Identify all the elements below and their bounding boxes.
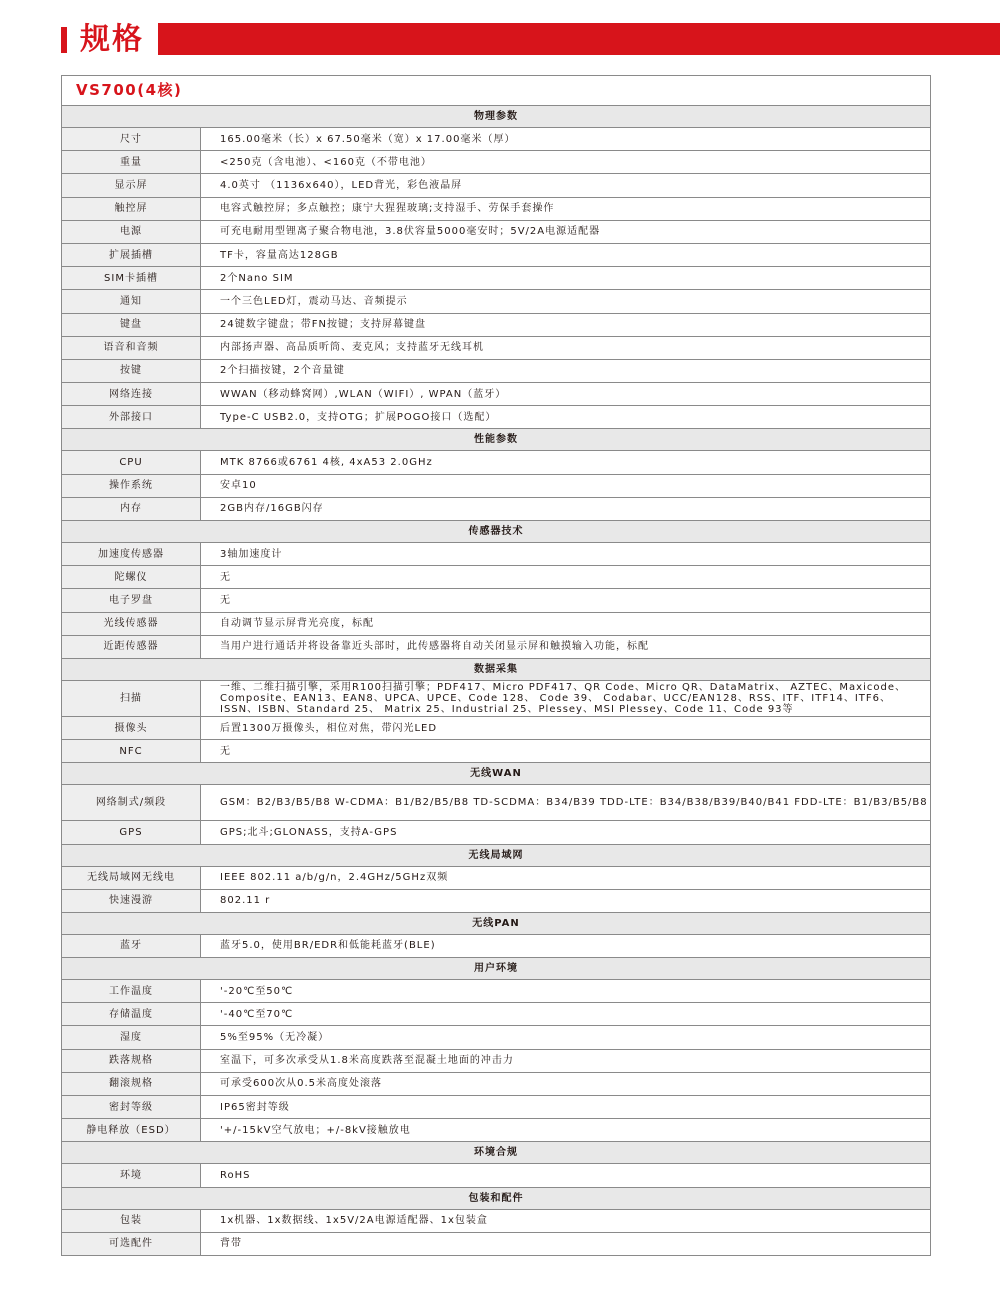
section-title: 无线WAN <box>62 763 931 785</box>
section-header-row <box>62 912 931 934</box>
spec-value: 蓝牙5.0，使用BR/EDR和低能耗蓝牙(BLE) <box>201 934 931 957</box>
spec-value: 当用户进行通话并将设备靠近头部时，此传感器将自动关闭显示屏和触摸输入功能，标配 <box>201 635 931 658</box>
spec-value: <250克（含电池）、<160克（不带电池） <box>201 151 931 174</box>
spec-label: 语音和音频 <box>62 336 201 359</box>
spec-label: SIM卡插槽 <box>62 267 201 290</box>
table-row <box>62 174 931 197</box>
section-title: 用户环境 <box>62 958 931 980</box>
table-row <box>62 383 931 406</box>
section-title: 传感器技术 <box>62 521 931 543</box>
spec-label: 内存 <box>62 497 201 520</box>
spec-label: 外部接口 <box>62 406 201 429</box>
spec-label: 快速漫游 <box>62 889 201 912</box>
table-row <box>62 336 931 359</box>
table-row <box>62 267 931 290</box>
section-title: 无线PAN <box>62 912 931 934</box>
spec-value: MTK 8766或6761 4核, 4xA53 2.0GHz <box>201 451 931 474</box>
spec-label: GPS <box>62 821 201 844</box>
spec-label: 按键 <box>62 359 201 382</box>
table-row <box>62 1232 931 1255</box>
table-row <box>62 313 931 336</box>
table-row <box>62 243 931 266</box>
spec-value: 可充电耐用型锂离子聚合物电池，3.8伏容量5000毫安时；5V/2A电源适配器 <box>201 220 931 243</box>
spec-value: 电容式触控屏；多点触控；康宁大猩猩玻璃;支持湿手、劳保手套操作 <box>201 197 931 220</box>
table-row <box>62 1072 931 1095</box>
spec-label: 通知 <box>62 290 201 313</box>
spec-label: 扫描 <box>62 680 201 716</box>
section-header-row <box>62 106 931 128</box>
spec-table <box>61 75 931 1256</box>
spec-value: '+/-15kV空气放电；+/-8kV接触放电 <box>201 1119 931 1142</box>
section-header-row <box>62 429 931 451</box>
spec-label: 重量 <box>62 151 201 174</box>
section-title: 无线局域网 <box>62 844 931 866</box>
spec-value: 后置1300万摄像头，相位对焦，带闪光LED <box>201 716 931 739</box>
table-row <box>62 497 931 520</box>
section-header-row <box>62 844 931 866</box>
table-row <box>62 151 931 174</box>
section-title: 包装和配件 <box>62 1187 931 1209</box>
spec-value: 2个扫描按键，2个音量键 <box>201 359 931 382</box>
spec-value: 1x机器、1x数据线、1x5V/2A电源适配器、1x包装盒 <box>201 1209 931 1232</box>
spec-value: '-40℃至70℃ <box>201 1003 931 1026</box>
table-row <box>62 1003 931 1026</box>
spec-label: 蓝牙 <box>62 934 201 957</box>
spec-value: 无 <box>201 589 931 612</box>
spec-value: 室温下，可多次承受从1.8米高度跌落至混凝土地面的冲击力 <box>201 1049 931 1072</box>
table-row <box>62 406 931 429</box>
spec-value: 5%至95%（无冷凝） <box>201 1026 931 1049</box>
spec-value: 3轴加速度计 <box>201 543 931 566</box>
section-header-row <box>62 658 931 680</box>
model-title: VS700(4核) <box>62 76 931 106</box>
table-title-row <box>62 76 931 106</box>
table-row <box>62 543 931 566</box>
table-row <box>62 716 931 739</box>
spec-value: 2个Nano SIM <box>201 267 931 290</box>
spec-label: 网络制式/频段 <box>62 785 201 821</box>
table-row <box>62 1049 931 1072</box>
header-red-bar <box>158 23 1000 55</box>
spec-value: 背带 <box>201 1232 931 1255</box>
table-row <box>62 785 931 821</box>
spec-value: IP65密封等级 <box>201 1096 931 1119</box>
spec-value: GPS;北斗;GLONASS，支持A-GPS <box>201 821 931 844</box>
spec-value: 24键数字键盘；带FN按键；支持屏幕键盘 <box>201 313 931 336</box>
section-header-row <box>62 958 931 980</box>
spec-label: 可选配件 <box>62 1232 201 1255</box>
spec-label: 电源 <box>62 220 201 243</box>
spec-value: Type-C USB2.0，支持OTG；扩展POGO接口（选配） <box>201 406 931 429</box>
table-row <box>62 635 931 658</box>
section-header-row <box>62 1142 931 1164</box>
spec-value: 一个三色LED灯，震动马达、音频提示 <box>201 290 931 313</box>
table-row <box>62 740 931 763</box>
spec-label: 光线传感器 <box>62 612 201 635</box>
table-row <box>62 197 931 220</box>
spec-value: '-20℃至50℃ <box>201 980 931 1003</box>
table-row <box>62 220 931 243</box>
spec-label: 操作系统 <box>62 474 201 497</box>
spec-label: CPU <box>62 451 201 474</box>
spec-label: 无线局域网无线电 <box>62 866 201 889</box>
spec-value: 802.11 r <box>201 889 931 912</box>
table-row <box>62 866 931 889</box>
spec-value: 自动调节显示屏背光亮度，标配 <box>201 612 931 635</box>
spec-label: NFC <box>62 740 201 763</box>
spec-label: 翻滚规格 <box>62 1072 201 1095</box>
spec-label: 电子罗盘 <box>62 589 201 612</box>
table-row <box>62 566 931 589</box>
spec-label: 包装 <box>62 1209 201 1232</box>
table-row <box>62 821 931 844</box>
section-title: 性能参数 <box>62 429 931 451</box>
table-row <box>62 680 931 716</box>
table-row <box>62 474 931 497</box>
spec-value: 无 <box>201 740 931 763</box>
spec-label: 触控屏 <box>62 197 201 220</box>
spec-label: 显示屏 <box>62 174 201 197</box>
table-row <box>62 612 931 635</box>
section-header-row <box>62 1187 931 1209</box>
spec-label: 静电释放（ESD） <box>62 1119 201 1142</box>
table-row <box>62 1096 931 1119</box>
header-accent-mark <box>61 27 67 53</box>
section-title: 物理参数 <box>62 106 931 128</box>
spec-label: 键盘 <box>62 313 201 336</box>
spec-value: WWAN（移动蜂窝网）,WLAN（WIFI）, WPAN（蓝牙） <box>201 383 931 406</box>
section-title: 环境合规 <box>62 1142 931 1164</box>
table-row <box>62 589 931 612</box>
table-row <box>62 934 931 957</box>
spec-value: 内部扬声器、高品质听筒、麦克风；支持蓝牙无线耳机 <box>201 336 931 359</box>
table-row <box>62 290 931 313</box>
spec-label: 摄像头 <box>62 716 201 739</box>
spec-value: GSM：B2/B3/B5/B8 W-CDMA：B1/B2/B5/B8 TD-SCDMA：B34/B39 TDD-LTE：B34/B38/B39/B40/B41 FDD-LTE：B1/B3/B5/B8 <box>201 785 931 821</box>
spec-value: 4.0英寸 （1136x640），LED背光，彩色液晶屏 <box>201 174 931 197</box>
spec-label: 跌落规格 <box>62 1049 201 1072</box>
section-header-row <box>62 763 931 785</box>
spec-label: 加速度传感器 <box>62 543 201 566</box>
spec-label: 网络连接 <box>62 383 201 406</box>
spec-value: 可承受600次从0.5米高度处滚落 <box>201 1072 931 1095</box>
page-title: 规格 <box>80 22 144 57</box>
spec-label: 扩展插槽 <box>62 243 201 266</box>
section-title: 数据采集 <box>62 658 931 680</box>
spec-value: IEEE 802.11 a/b/g/n，2.4GHz/5GHz双频 <box>201 866 931 889</box>
spec-value: RoHS <box>201 1164 931 1187</box>
table-row <box>62 1209 931 1232</box>
table-row <box>62 1119 931 1142</box>
spec-label: 存储温度 <box>62 1003 201 1026</box>
spec-value: 无 <box>201 566 931 589</box>
spec-label: 工作温度 <box>62 980 201 1003</box>
spec-label: 湿度 <box>62 1026 201 1049</box>
section-header-row <box>62 521 931 543</box>
spec-label: 尺寸 <box>62 128 201 151</box>
spec-label: 密封等级 <box>62 1096 201 1119</box>
spec-label: 近距传感器 <box>62 635 201 658</box>
spec-value: 一维、二维扫描引擎，采用R100扫描引擎；PDF417、Micro PDF417、QR Code、Micro QR、DataMatrix、 AZTEC、Maxicode、Composite、EAN13、EAN8、UPCA、UPCE、Code 128、 Code 39、 Codabar、UCC/EAN128、RSS、ITF、ITF14、ITF6、ISSN、ISBN、Standard 25、 Matrix 25、Industrial 25、Plessey、MSI Plessey、Code 11、Code 93等 <box>201 680 931 716</box>
table-row <box>62 980 931 1003</box>
table-row <box>62 1026 931 1049</box>
spec-value: 2GB内存/16GB闪存 <box>201 497 931 520</box>
spec-value: 安卓10 <box>201 474 931 497</box>
table-row <box>62 889 931 912</box>
table-row <box>62 1164 931 1187</box>
table-row <box>62 128 931 151</box>
spec-value: TF卡，容量高达128GB <box>201 243 931 266</box>
table-row <box>62 359 931 382</box>
spec-label: 陀螺仪 <box>62 566 201 589</box>
spec-label: 环境 <box>62 1164 201 1187</box>
spec-value: 165.00毫米（长）x 67.50毫米（宽）x 17.00毫米（厚） <box>201 128 931 151</box>
table-row <box>62 451 931 474</box>
